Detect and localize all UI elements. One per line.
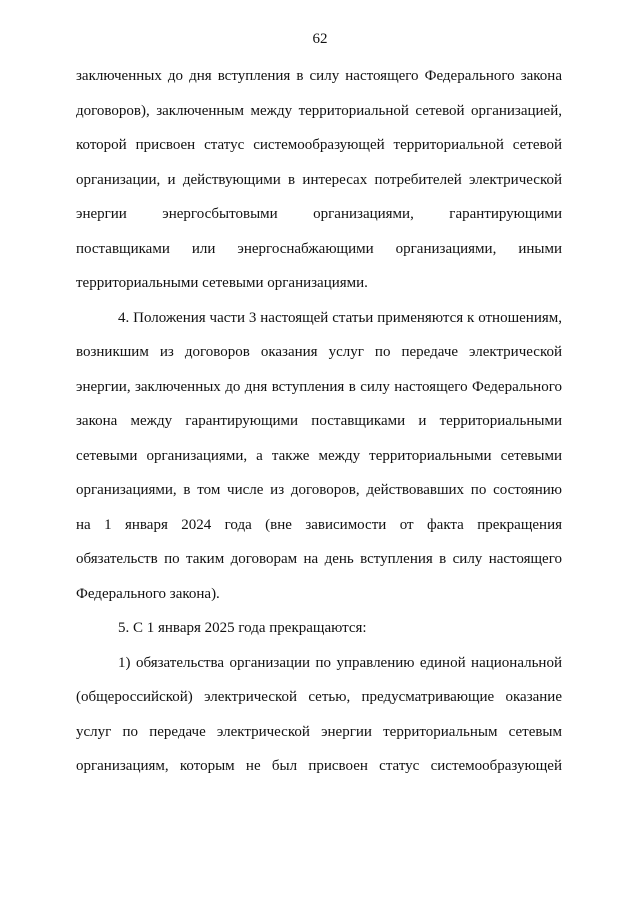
text-line: организации, и действующими в интересах потребителей электрической [76, 171, 562, 188]
text-line: территориальными сетевыми организациями. [76, 275, 368, 291]
paragraph [76, 301, 562, 612]
text-line: (общероссийской) электрической сетью, предусматривающие оказание [76, 689, 562, 705]
text-line: 1) обязательства организации по управлению единой национальной [118, 654, 562, 671]
paragraph [76, 611, 562, 646]
text-line: 5. С 1 января 2025 года прекращаются: [118, 620, 367, 636]
paragraph [76, 646, 562, 784]
text-line: услуг по передаче электрической энергии территориальным сетевым [76, 723, 562, 740]
text-line: обязательств по таким договорам на день вступления в силу настоящего [76, 551, 562, 567]
text-line: на 1 января 2024 года (вне зависимости от факта прекращения [76, 516, 562, 533]
text-line: поставщиками или энергоснабжающими организациями, иными [76, 240, 562, 257]
text-line: организациям, которым не был присвоен статус системообразующей [76, 758, 562, 774]
text-line: заключенных до дня вступления в силу настоящего Федерального закона [76, 68, 562, 84]
text-line: сетевыми организациями, а также между территориальными сетевыми [76, 447, 562, 464]
text-line: возникшим из договоров оказания услуг по передаче электрической [76, 344, 562, 360]
text-line: энергии энергосбытовыми организациями, гарантирующими [76, 206, 562, 222]
text-line: которой присвоен статус системообразующей территориальной сетевой [76, 137, 562, 153]
text-line: энергии, заключенных до дня вступления в силу настоящего Федерального [76, 378, 562, 395]
text-line: организациями, в том числе из договоров, действовавших по состоянию [76, 482, 562, 498]
page-number: 62 [312, 31, 328, 47]
body-text [76, 59, 562, 784]
text-line: закона между гарантирующими поставщиками и территориальными [76, 413, 562, 429]
text-line: договоров), заключенным между территориальной сетевой организацией, [76, 102, 562, 119]
paragraph [76, 59, 562, 301]
text-line: 4. Положения части 3 настоящей статьи применяются к отношениям, [118, 309, 562, 326]
text-line: Федерального закона). [76, 585, 220, 602]
